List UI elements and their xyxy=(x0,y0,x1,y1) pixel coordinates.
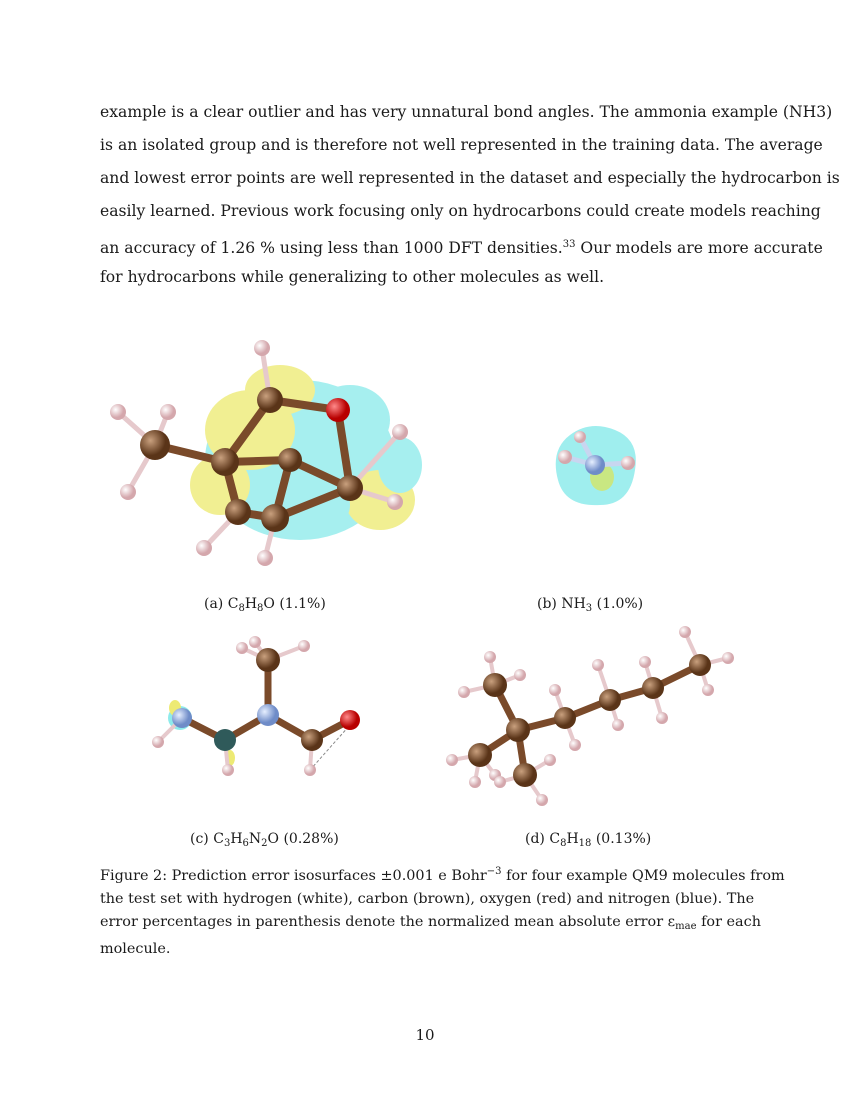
subcaption-text: (c) C xyxy=(190,831,224,847)
body-paragraph xyxy=(100,96,840,294)
subscript: 6 xyxy=(242,838,249,849)
molecule-nh3-image xyxy=(540,415,650,515)
body-line xyxy=(100,228,823,261)
page-number: 10 xyxy=(415,1026,435,1044)
body-line-text: Our models are more accurate xyxy=(575,239,823,257)
subcaption-text: (a) C xyxy=(204,596,239,612)
subscript: 8 xyxy=(560,838,567,849)
subcaption-text: (d) C xyxy=(525,831,561,847)
molecule-c8h8o-image xyxy=(100,330,440,570)
subcaption-text: H xyxy=(244,596,258,612)
body-line: example is a clear outlier and has very unnatural bond angles. The ammonia example (NH3) xyxy=(100,103,833,121)
body-line: for hydrocarbons while generalizing to other molecules as well. xyxy=(100,268,605,286)
subcaption-c xyxy=(190,831,339,849)
subcaption-b xyxy=(537,596,643,614)
subcaption-d xyxy=(525,831,651,849)
subcaption-text: (b) NH xyxy=(537,596,586,612)
body-line: easily learned. Previous work focusing only on hydrocarbons could create models reaching xyxy=(100,202,821,220)
figure-caption xyxy=(100,860,785,961)
body-line: and lowest error points are well represented in the dataset and especially the hydrocarbon is xyxy=(100,169,840,187)
body-line: is an isolated group and is therefore not well represented in the training data. The average xyxy=(100,136,823,154)
caption-text: for each xyxy=(696,914,761,930)
subscript: 8 xyxy=(257,603,264,614)
molecule-c3h6n2o-image xyxy=(140,630,380,800)
citation-ref[interactable]: 33 xyxy=(562,239,576,250)
caption-line xyxy=(100,911,761,938)
body-line-text: an accuracy of 1.26 % using less than 1000 DFT densities. xyxy=(100,239,563,257)
caption-line: the test set with hydrogen (white), carbon (brown), oxygen (red) and nitrogen (blue). The xyxy=(100,891,755,907)
superscript: −3 xyxy=(486,866,502,877)
subscript: 3 xyxy=(223,838,231,849)
subcaption-text: O (0.28%) xyxy=(267,831,339,847)
molecule-c8h18-image xyxy=(440,620,740,810)
subscript: mae xyxy=(675,921,697,932)
subcaption-text: (1.0%) xyxy=(592,596,644,612)
subcaption-text: H xyxy=(566,831,579,847)
subscript: 3 xyxy=(585,603,593,614)
subcaption-text: O (1.1%) xyxy=(263,596,326,612)
caption-text: error percentages in parenthesis denote the normalized mean absolute error ε xyxy=(100,914,676,930)
subscript: 2 xyxy=(261,838,268,849)
caption-text: for four example QM9 molecules from xyxy=(501,868,785,884)
caption-text: Figure 2: Prediction error isosurfaces ±0.001 e Bohr xyxy=(100,868,487,884)
subcaption-text: H xyxy=(230,831,243,847)
caption-line xyxy=(100,860,785,888)
subcaption-text: N xyxy=(248,831,262,847)
caption-line: molecule. xyxy=(100,941,171,957)
subscript: 8 xyxy=(238,603,245,614)
subscript: 18 xyxy=(578,838,592,849)
subcaption-a xyxy=(204,596,326,614)
subcaption-text: (0.13%) xyxy=(591,831,652,847)
